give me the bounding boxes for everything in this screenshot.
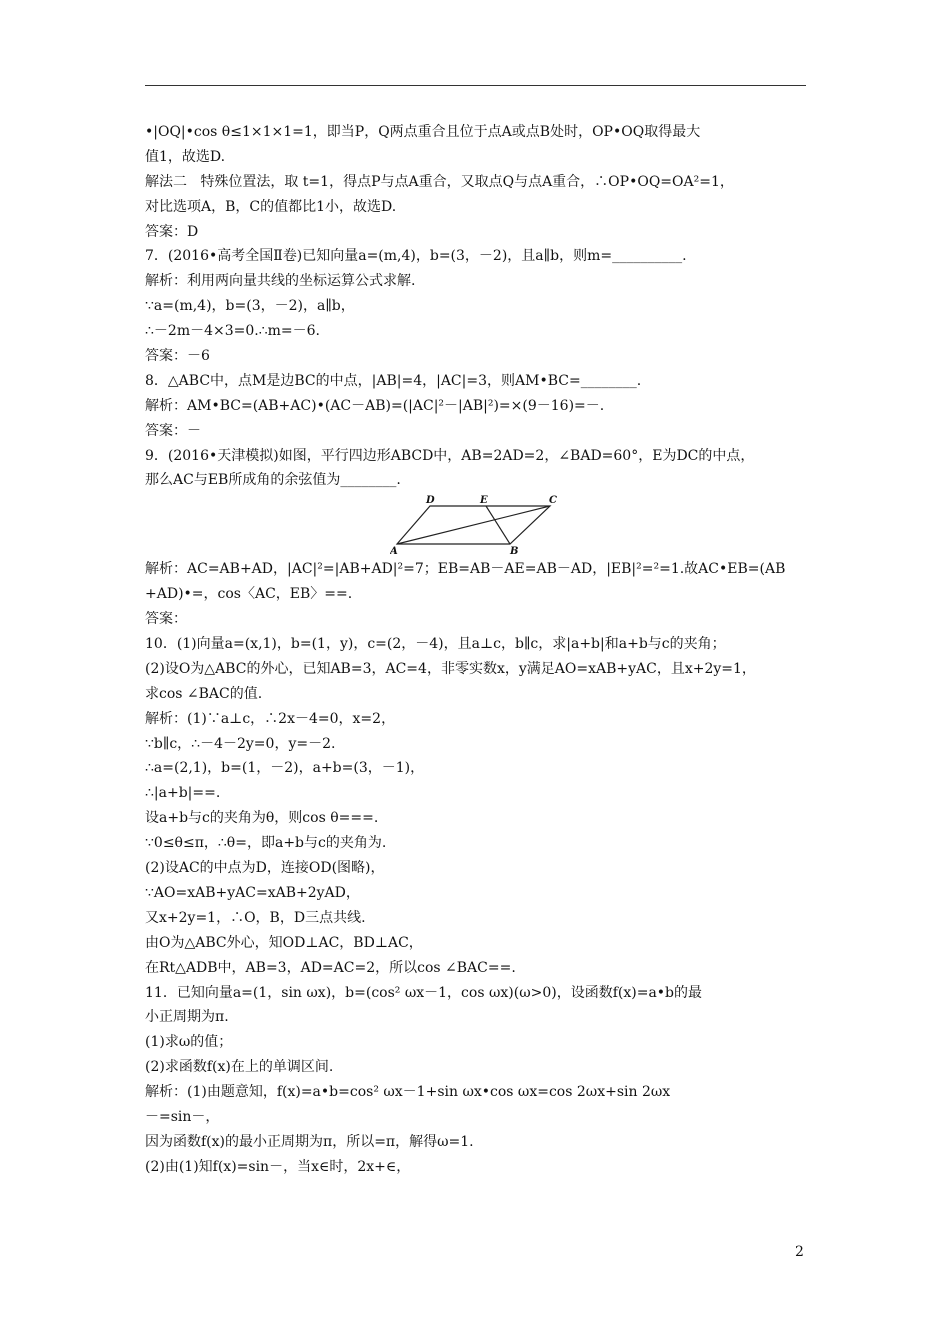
text-line: 那么AC与EB所成角的余弦值为________. xyxy=(145,472,401,489)
text-line: (2)求函数f(x)在上的单调区间. xyxy=(145,1059,334,1076)
text-line: 在Rt△ADB中，AB=3，AD=AC=2，所以cos ∠BAC==. xyxy=(145,959,516,976)
text-line: －=sin－， xyxy=(145,1108,220,1125)
segment-eb xyxy=(486,506,510,544)
text-line: 答案：－6 xyxy=(145,348,210,365)
vertex-label-c: C xyxy=(549,495,557,507)
text-line: ∵a=(m,4)，b=(3，－2)，a∥b， xyxy=(145,298,355,315)
text-line: 10．(1)向量a=(x,1)，b=(1，y)，c=(2，－4)，且a⊥c，b∥c，求|a+b|和a+b与c的夹角； xyxy=(145,636,726,653)
parallelogram-diagram xyxy=(390,493,565,555)
text-line: +AD)•=，cos〈AC，EB〉==. xyxy=(145,586,353,603)
text-line: (2)设AC的中点为D，连接OD(图略)， xyxy=(145,860,385,877)
vertex-label-a: A xyxy=(390,546,398,556)
text-line: 求cos ∠BAC的值. xyxy=(145,685,263,702)
text-line: (2)设O为△ABC的外心，已知AB=3，AC=4，非零实数x，y满足AO=xAB+yAC，且x+2y=1， xyxy=(145,660,756,677)
text-line: 解析：利用两向量共线的坐标运算公式求解. xyxy=(145,273,416,290)
text-line: 因为函数f(x)的最小正周期为π，所以=π，解得ω=1. xyxy=(145,1133,474,1150)
text-line: ∵AO=xAB+yAC=xAB+2yAD， xyxy=(145,884,360,901)
text-line: 对比选项A，B，C的值都比1小，故选D. xyxy=(145,198,397,215)
text-line: 解析：AC=AB+AD，|AC|²=|AB+AD|²=7；EB=AB－AE=AB－AD，|EB|²=²=1.故AC•EB=(AB xyxy=(145,561,786,578)
text-line: 又x+2y=1，∴O，B，D三点共线. xyxy=(145,909,366,926)
page-number: 2 xyxy=(795,1244,804,1260)
text-line: ∵0≤θ≤π，∴θ=，即a+b与c的夹角为. xyxy=(145,835,387,852)
page-content xyxy=(145,120,810,1180)
vertex-label-d: D xyxy=(426,495,435,507)
text-line: 11．已知向量a=(1，sin ωx)，b=(cos² ωx－1，cos ωx)(ω>0)，设函数f(x)=a•b的最 xyxy=(145,984,703,1001)
text-line: ∵b∥c，∴－4－2y=0，y=－2. xyxy=(145,735,336,752)
text-line: 答案：－ xyxy=(145,422,201,439)
vertex-label-e: E xyxy=(480,495,488,507)
parallelogram-figure xyxy=(145,493,810,557)
text-line: 解析：(1)∵a⊥c，∴2x－4=0，x=2， xyxy=(145,710,396,727)
header-rule xyxy=(145,85,806,86)
text-line: 解析：AM•BC=(AB+AC)•(AC－AB)=(|AC|²－|AB|²)=×(9－16)=－. xyxy=(145,397,605,414)
diagonal-ac xyxy=(397,506,550,544)
text-line: ∴－2m－4×3=0.∴m=－6. xyxy=(145,323,320,340)
text-line: ∴a=(2,1)，b=(1，－2)，a+b=(3，－1)， xyxy=(145,760,425,777)
text-line: 8．△ABC中，点M是边BC的中点，|AB|=4，|AC|=3，则AM•BC=________. xyxy=(145,372,642,389)
text-line: 9．(2016•天津模拟)如图，平行四边形ABCD中，AB=2AD=2，∠BAD=60°，E为DC的中点， xyxy=(145,447,755,464)
text-line: 答案：D xyxy=(145,223,199,240)
text-line: (1)求ω的值； xyxy=(145,1034,233,1051)
text-line: ∴|a+b|==. xyxy=(145,785,221,802)
text-line: 答案： xyxy=(145,611,187,628)
text-line: 值1，故选D. xyxy=(145,148,226,165)
text-line: 解法二 特殊位置法，取 t=1，得点P与点A重合，又取点Q与点A重合，∴OP•OQ=OA²=1， xyxy=(145,173,734,190)
vertex-label-b: B xyxy=(510,546,519,556)
text-line: 小正周期为π. xyxy=(145,1009,229,1026)
text-line: 由O为△ABC外心，知OD⊥AC，BD⊥AC， xyxy=(145,934,423,951)
text-line: 设a+b与c的夹角为θ，则cos θ===. xyxy=(145,810,379,827)
text-line: 7．(2016•高考全国Ⅱ卷)已知向量a=(m,4)，b=(3，－2)，且a∥b，则m=__________. xyxy=(145,248,687,265)
text-line: •|OQ|•cos θ≤1×1×1=1，即当P，Q两点重合且位于点A或点B处时，OP•OQ取得最大 xyxy=(145,124,701,140)
text-line: (2)由(1)知f(x)=sin－，当x∈时，2x+∈， xyxy=(145,1158,411,1175)
text-line: 解析：(1)由题意知，f(x)=a•b=cos² ωx－1+sin ωx•cos ωx=cos 2ωx+sin 2ωx xyxy=(145,1084,671,1101)
